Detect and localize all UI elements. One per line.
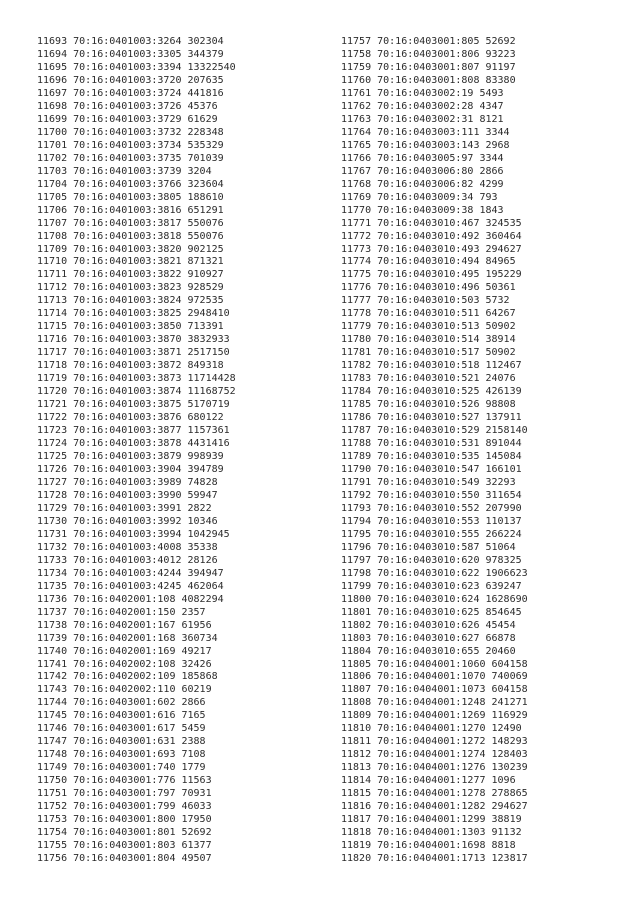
list-item: 11807 70:16:0404001:1073 604158 (341, 684, 528, 696)
list-item: 11695 70:16:0401003:3394 13322540 (37, 61, 236, 73)
list-item: 11815 70:16:0404001:1278 278865 (341, 788, 528, 800)
list-item: 11809 70:16:0404001:1269 116929 (341, 710, 528, 722)
list-item: 11696 70:16:0401003:3720 207635 (37, 74, 224, 86)
list-item: 11782 70:16:0403010:518 112467 (341, 360, 522, 372)
list-item: 11780 70:16:0403010:514 38914 (341, 334, 516, 346)
list-item: 11786 70:16:0403010:527 137911 (341, 412, 522, 424)
list-item: 11799 70:16:0403010:623 639247 (341, 580, 522, 592)
list-item: 11693 70:16:0401003:3264 302304 (37, 36, 224, 47)
list-item: 11800 70:16:0403010:624 1628690 (341, 593, 528, 605)
list-item: 11748 70:16:0403001:693 7108 (37, 749, 206, 761)
list-item: 11791 70:16:0403010:549 32293 (341, 476, 516, 488)
list-item: 11738 70:16:0402001:167 61956 (37, 619, 212, 631)
list-item: 11749 70:16:0403001:740 1779 (37, 762, 206, 774)
list-item: 11743 70:16:0402002:110 60219 (37, 684, 212, 696)
list-item: 11820 70:16:0404001:1713 123817 (341, 853, 528, 865)
list-item: 11729 70:16:0401003:3991 2822 (37, 502, 212, 514)
list-item: 11808 70:16:0404001:1248 241271 (341, 697, 528, 709)
list-item: 11694 70:16:0401003:3305 344379 (37, 48, 224, 60)
list-item: 11732 70:16:0401003:4008 35338 (37, 541, 218, 553)
list-item: 11726 70:16:0401003:3904 394789 (37, 463, 224, 475)
list-item: 11788 70:16:0403010:531 891044 (341, 438, 522, 450)
list-item: 11766 70:16:0403005:97 3344 (341, 152, 504, 164)
list-item: 11703 70:16:0401003:3739 3204 (37, 165, 212, 177)
list-item: 11801 70:16:0403010:625 854645 (341, 606, 522, 618)
list-item: 11787 70:16:0403010:529 2158140 (341, 425, 528, 437)
right-column-list (341, 36, 528, 866)
list-item: 11746 70:16:0403001:617 5459 (37, 723, 206, 735)
list-item: 11708 70:16:0401003:3818 550076 (37, 230, 224, 242)
list-item: 11817 70:16:0404001:1299 38819 (341, 814, 522, 826)
list-item: 11798 70:16:0403010:622 1906623 (341, 567, 528, 579)
list-item: 11747 70:16:0403001:631 2388 (37, 736, 206, 748)
list-item: 11792 70:16:0403010:550 311654 (341, 489, 522, 501)
list-item: 11818 70:16:0404001:1303 91132 (341, 827, 522, 839)
list-item: 11805 70:16:0404001:1060 604158 (341, 658, 528, 670)
list-item: 11731 70:16:0401003:3994 1042945 (37, 528, 230, 540)
list-item: 11759 70:16:0403001:807 91197 (341, 61, 516, 73)
list-item: 11700 70:16:0401003:3732 228348 (37, 126, 224, 138)
list-item: 11770 70:16:0403009:38 1843 (341, 204, 504, 216)
list-item: 11796 70:16:0403010:587 51064 (341, 541, 516, 553)
list-item: 11728 70:16:0401003:3990 59947 (37, 489, 218, 501)
list-item: 11795 70:16:0403010:555 266224 (341, 528, 522, 540)
list-item: 11763 70:16:0403002:31 8121 (341, 113, 504, 125)
list-item: 11730 70:16:0401003:3992 10346 (37, 515, 218, 527)
list-item: 11761 70:16:0403002:19 5493 (341, 87, 504, 99)
list-item: 11768 70:16:0403006:82 4299 (341, 178, 504, 190)
list-item: 11789 70:16:0403010:535 145084 (341, 451, 522, 462)
list-item: 11765 70:16:0403003:143 2968 (341, 139, 510, 151)
list-item: 11754 70:16:0403001:801 52692 (37, 827, 212, 839)
list-item: 11790 70:16:0403010:547 166101 (341, 463, 522, 475)
list-item: 11810 70:16:0404001:1270 12490 (341, 723, 522, 735)
list-item: 11727 70:16:0401003:3989 74828 (37, 476, 218, 488)
list-item: 11725 70:16:0401003:3879 998939 (37, 451, 224, 462)
list-item: 11814 70:16:0404001:1277 1096 (341, 775, 516, 787)
list-item: 11714 70:16:0401003:3825 2948410 (37, 308, 230, 320)
list-item: 11772 70:16:0403010:492 360464 (341, 230, 522, 242)
list-item: 11704 70:16:0401003:3766 323604 (37, 178, 224, 190)
list-item: 11736 70:16:0402001:108 4082294 (37, 593, 224, 605)
list-item: 11779 70:16:0403010:513 50902 (341, 321, 516, 333)
list-item: 11773 70:16:0403010:493 294627 (341, 243, 522, 255)
list-item: 11710 70:16:0401003:3821 871321 (37, 256, 224, 268)
list-item: 11720 70:16:0401003:3874 11168752 (37, 386, 236, 398)
list-item: 11769 70:16:0403009:34 793 (341, 191, 498, 203)
left-column-list (37, 36, 236, 866)
list-item: 11701 70:16:0401003:3734 535329 (37, 139, 224, 151)
list-item: 11756 70:16:0403001:804 49507 (37, 853, 212, 865)
list-item: 11717 70:16:0401003:3871 2517150 (37, 347, 230, 359)
list-item: 11806 70:16:0404001:1070 740069 (341, 671, 528, 683)
list-item: 11777 70:16:0403010:503 5732 (341, 295, 510, 307)
list-item: 11723 70:16:0401003:3877 1157361 (37, 425, 230, 437)
list-item: 11705 70:16:0401003:3805 188610 (37, 191, 224, 203)
list-item: 11758 70:16:0403001:806 93223 (341, 48, 516, 60)
list-item: 11816 70:16:0404001:1282 294627 (341, 801, 528, 813)
list-item: 11794 70:16:0403010:553 110137 (341, 515, 522, 527)
list-item: 11755 70:16:0403001:803 61377 (37, 840, 212, 852)
list-item: 11778 70:16:0403010:511 64267 (341, 308, 516, 320)
list-item: 11774 70:16:0403010:494 84965 (341, 256, 516, 268)
list-item: 11713 70:16:0401003:3824 972535 (37, 295, 224, 307)
list-item: 11697 70:16:0401003:3724 441816 (37, 87, 224, 99)
list-item: 11813 70:16:0404001:1276 130239 (341, 762, 528, 774)
list-item: 11715 70:16:0401003:3850 713391 (37, 321, 224, 333)
list-item: 11744 70:16:0403001:602 2866 (37, 697, 206, 709)
list-item: 11740 70:16:0402001:169 49217 (37, 645, 212, 657)
list-item: 11785 70:16:0403010:526 98808 (341, 399, 516, 411)
list-item: 11718 70:16:0401003:3872 849318 (37, 360, 224, 372)
list-item: 11712 70:16:0401003:3823 928529 (37, 282, 224, 294)
list-item: 11711 70:16:0401003:3822 910927 (37, 269, 224, 281)
list-item: 11742 70:16:0402002:109 185868 (37, 671, 218, 683)
list-item: 11819 70:16:0404001:1698 8818 (341, 840, 516, 852)
list-item: 11797 70:16:0403010:620 978325 (341, 554, 522, 566)
list-item: 11804 70:16:0403010:655 20460 (341, 645, 516, 657)
list-item: 11709 70:16:0401003:3820 902125 (37, 243, 224, 255)
list-item: 11767 70:16:0403006:80 2866 (341, 165, 504, 177)
list-item: 11719 70:16:0401003:3873 11714428 (37, 373, 236, 385)
list-item: 11781 70:16:0403010:517 50902 (341, 347, 516, 359)
list-item: 11811 70:16:0404001:1272 148293 (341, 736, 528, 748)
list-item: 11751 70:16:0403001:797 70931 (37, 788, 212, 800)
list-item: 11771 70:16:0403010:467 324535 (341, 217, 522, 229)
list-item: 11733 70:16:0401003:4012 28126 (37, 554, 218, 566)
list-item: 11750 70:16:0403001:776 11563 (37, 775, 212, 787)
list-item: 11745 70:16:0403001:616 7165 (37, 710, 206, 722)
list-item: 11702 70:16:0401003:3735 701039 (37, 152, 224, 164)
list-item: 11739 70:16:0402001:168 360734 (37, 632, 218, 644)
list-item: 11706 70:16:0401003:3816 651291 (37, 204, 224, 216)
list-item: 11734 70:16:0401003:4244 394947 (37, 567, 224, 579)
list-item: 11699 70:16:0401003:3729 61629 (37, 113, 218, 125)
list-item: 11764 70:16:0403003:111 3344 (341, 126, 510, 138)
list-item: 11812 70:16:0404001:1274 128403 (341, 749, 528, 761)
list-item: 11752 70:16:0403001:799 46033 (37, 801, 212, 813)
list-item: 11707 70:16:0401003:3817 550076 (37, 217, 224, 229)
list-item: 11721 70:16:0401003:3875 5170719 (37, 399, 230, 411)
list-item: 11760 70:16:0403001:808 83380 (341, 74, 516, 86)
list-item: 11803 70:16:0403010:627 66878 (341, 632, 516, 644)
list-item: 11762 70:16:0403002:28 4347 (341, 100, 504, 112)
list-item: 11802 70:16:0403010:626 45454 (341, 619, 516, 631)
list-item: 11698 70:16:0401003:3726 45376 (37, 100, 218, 112)
list-item: 11775 70:16:0403010:495 195229 (341, 269, 522, 281)
list-item: 11783 70:16:0403010:521 24076 (341, 373, 516, 385)
list-item: 11716 70:16:0401003:3870 3832933 (37, 334, 230, 346)
list-item: 11722 70:16:0401003:3876 680122 (37, 412, 224, 424)
list-item: 11776 70:16:0403010:496 50361 (341, 282, 516, 294)
list-item: 11753 70:16:0403001:800 17950 (37, 814, 212, 826)
list-item: 11724 70:16:0401003:3878 4431416 (37, 438, 230, 450)
list-item: 11735 70:16:0401003:4245 462064 (37, 580, 224, 592)
list-item: 11741 70:16:0402002:108 32426 (37, 658, 212, 670)
list-item: 11793 70:16:0403010:552 207990 (341, 502, 522, 514)
list-item: 11737 70:16:0402001:150 2357 (37, 606, 206, 618)
list-item: 11757 70:16:0403001:805 52692 (341, 36, 516, 47)
list-item: 11784 70:16:0403010:525 426139 (341, 386, 522, 398)
